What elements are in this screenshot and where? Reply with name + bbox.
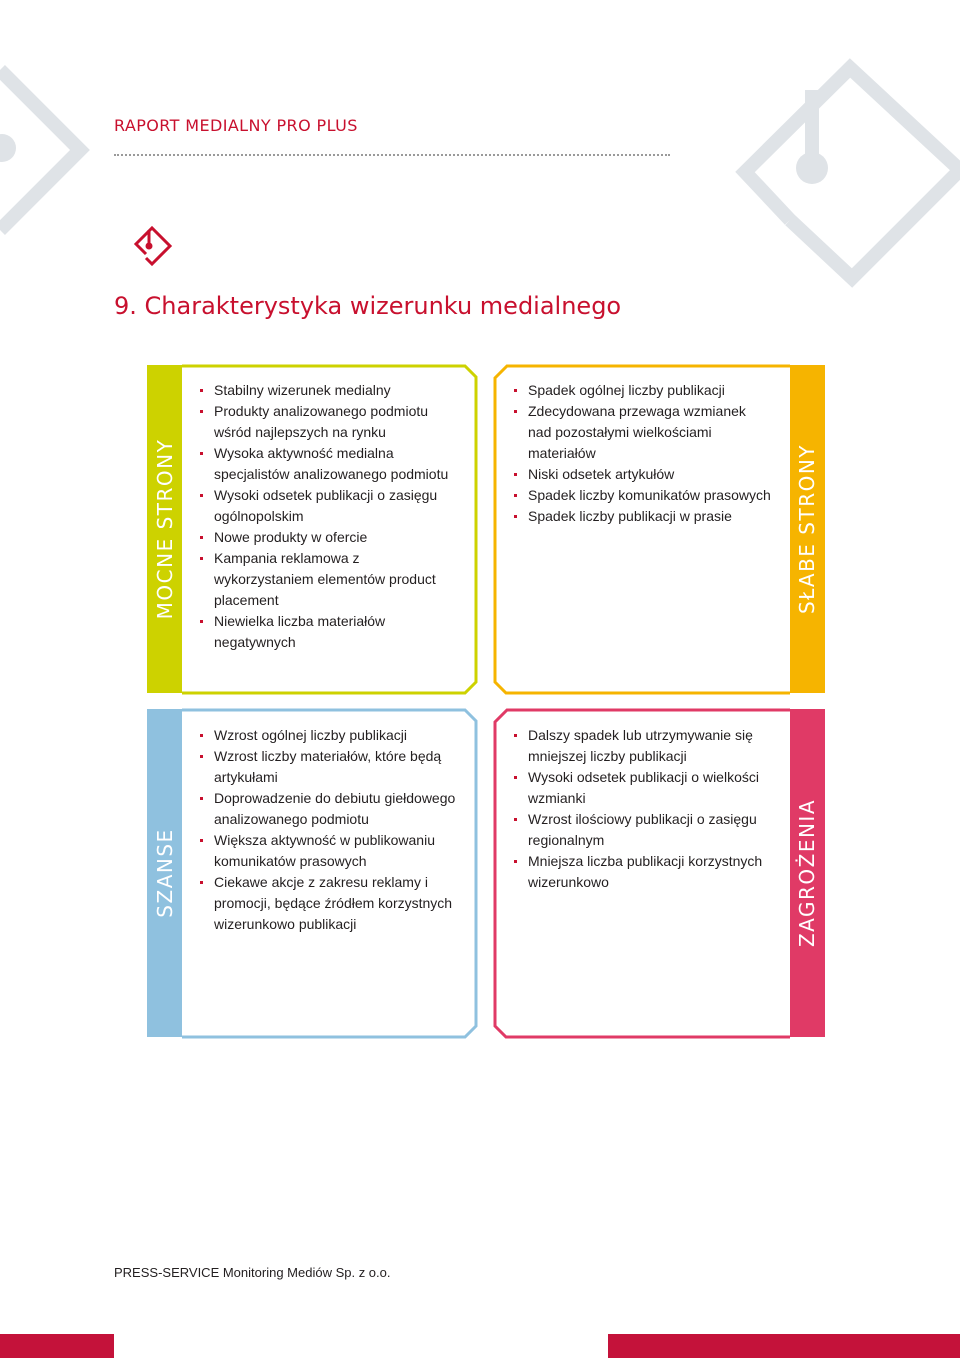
- list-item: Mniejsza liczba publikacji korzystnych wizerunkowo: [514, 851, 776, 893]
- list-item: Produkty analizowanego podmiotu wśród najlepszych na rynku: [200, 401, 458, 443]
- threats-list: [514, 725, 776, 893]
- list-item: Niski odsetek artykułów: [514, 464, 772, 485]
- list-item: Nowe produkty w ofercie: [200, 527, 458, 548]
- list-item: Spadek ogólnej liczby publikacji: [514, 380, 772, 401]
- list-item: Dalszy spadek lub utrzymywanie się mniejszej liczby publikacji: [514, 725, 776, 767]
- footer-company: PRESS-SERVICE Monitoring Mediów Sp. z o.o.: [114, 1265, 391, 1280]
- section-title: 9. Charakterystyka wizerunku medialnego: [114, 292, 622, 320]
- list-item: Wysoka aktywność medialna specjalistów analizowanego podmiotu: [200, 443, 458, 485]
- list-item: Wzrost liczby materiałów, które będą artykułami: [200, 746, 458, 788]
- list-item: Spadek liczby publikacji w prasie: [514, 506, 772, 527]
- list-item: Wzrost ogólnej liczby publikacji: [200, 725, 458, 746]
- weaknesses-list: [514, 380, 772, 527]
- threats-label: ZAGROŻENIA: [795, 798, 819, 948]
- strengths-label: MOCNE STRONY: [153, 438, 177, 620]
- list-item: Wzrost ilościowy publikacji o zasięgu regionalnym: [514, 809, 776, 851]
- report-title: RAPORT MEDIALNY PRO PLUS: [114, 116, 358, 135]
- list-item: Stabilny wizerunek medialny: [200, 380, 458, 401]
- list-item: Zdecydowana przewaga wzmianek nad pozostałymi wielkościami materiałów: [514, 401, 772, 464]
- footer-bar-left: [0, 1334, 114, 1358]
- list-item: Kampania reklamowa z wykorzystaniem elementów product placement: [200, 548, 458, 611]
- strengths-list: [200, 380, 458, 653]
- list-item: Wysoki odsetek publikacji o zasięgu ogólnopolskim: [200, 485, 458, 527]
- list-item: Niewielka liczba materiałów negatywnych: [200, 611, 458, 653]
- weaknesses-label: SŁABE STRONY: [795, 443, 819, 615]
- list-item: Spadek liczby komunikatów prasowych: [514, 485, 772, 506]
- footer-bar-right: [608, 1334, 960, 1358]
- opportunities-list: [200, 725, 458, 935]
- opportunities-label: SZANSE: [153, 828, 177, 918]
- list-item: Większa aktywność w publikowaniu komunikatów prasowych: [200, 830, 458, 872]
- list-item: Ciekawe akcje z zakresu reklamy i promocji, będące źródłem korzystnych wizerunkowo publikacji: [200, 872, 458, 935]
- list-item: Doprowadzenie do debiutu giełdowego analizowanego podmiotu: [200, 788, 458, 830]
- list-item: Wysoki odsetek publikacji o wielkości wzmianki: [514, 767, 776, 809]
